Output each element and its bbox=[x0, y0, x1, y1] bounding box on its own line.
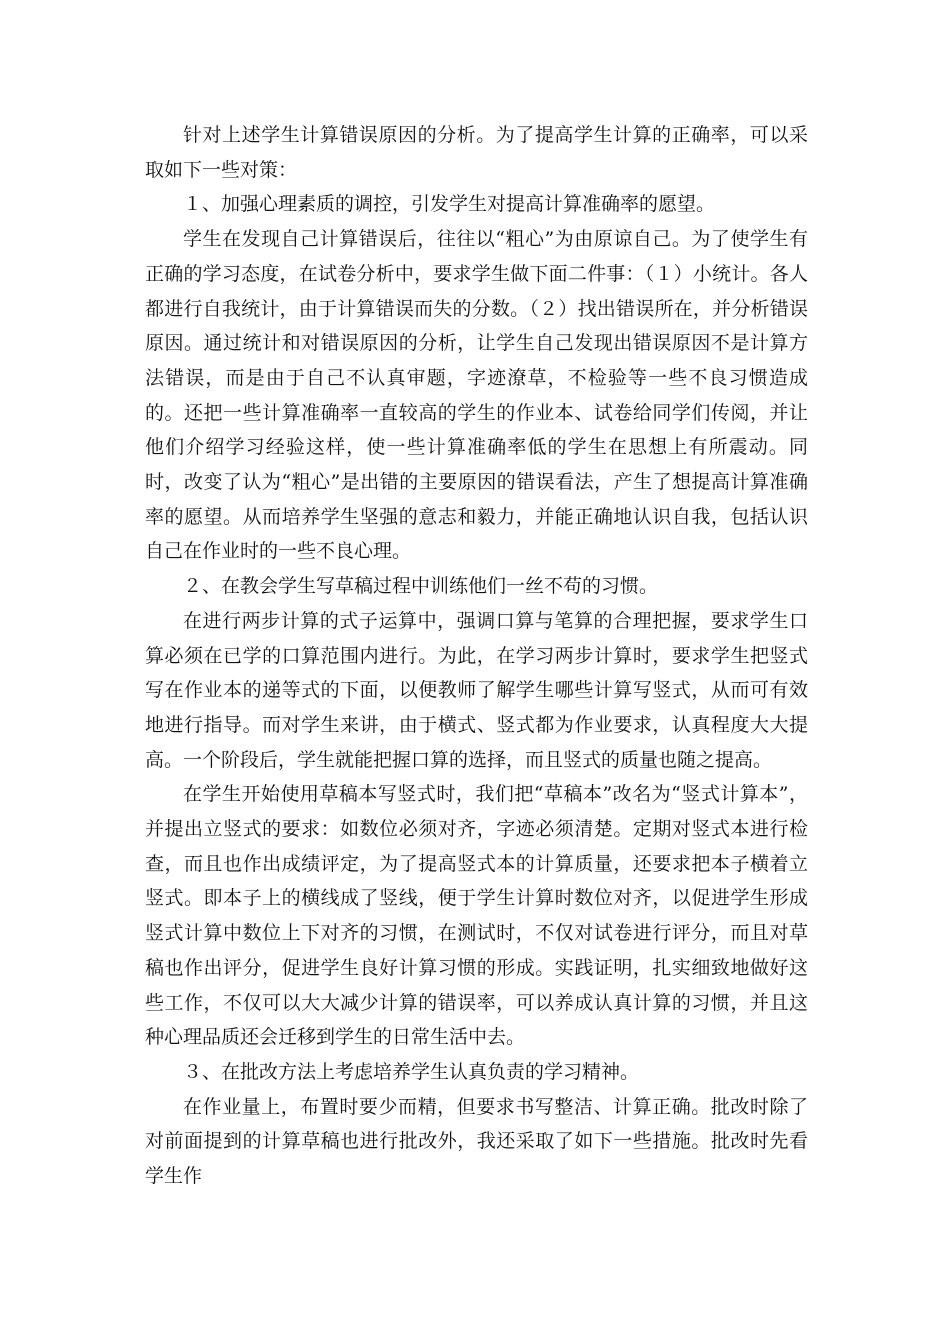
paragraph-2a: 在进行两步计算的式子运算中，强调口算与笔算的合理把握，要求学生口算必须在已学的口算范围内进行。为此，在学习两步计算时，要求学生把竖式写在作业本的递等式的下面，以便教师了解学生哪些计算写竖式，从而可有效地进行指导。而对学生来讲，由于横式、竖式都为作业要求，认真程度大大提高。一个阶段后，学生就能把握口算的选择，而且竖式的质量也随之提高。 bbox=[145, 609, 808, 771]
heading-2: ２、在教会学生写草稿过程中训练他们一丝不苟的习惯。 bbox=[183, 575, 659, 598]
heading-3: ３、在批改方法上考虑培养学生认真负责的学习精神。 bbox=[183, 1060, 640, 1083]
intro-paragraph: 针对上述学生计算错误原因的分析。为了提高学生计算的正确率，可以采取如下一些对策： bbox=[145, 124, 808, 181]
heading-1: １、加强心理素质的调控，引发学生对提高计算准确率的愿望。 bbox=[183, 193, 716, 216]
paragraph-3: 在作业量上，布置时要少而精，但要求书写整洁、计算正确。批改时除了对前面提到的计算草稿也进行批改外，我还采取了如下一些措施。批改时先看学生作 bbox=[145, 1095, 808, 1188]
paragraph-2b: 在学生开始使用草稿本写竖式时，我们把“草稿本”改名为“竖式计算本”，并提出立竖式的要求：如数位必须对齐，字迹必须清楚。定期对竖式本进行检查，而且也作出成绩评定，为了提高竖式本的计算质量，还要求把本子横着立竖式。即本子上的横线成了竖线，便于学生计算时数位对齐，以促进学生形成竖式计算中数位上下对齐的习惯，在测试时，不仅对试卷进行评分，而且对草稿也作出评分，促进学生良好计算习惯的形成。实践证明，扎实细致地做好这些工作，不仅可以大大减少计算的错误率，可以养成认真计算的习惯，并且这种心理品质还会迁移到学生的日常生活中去。 bbox=[145, 783, 808, 1049]
document-body bbox=[145, 118, 808, 1194]
paragraph-1: 学生在发现自己计算错误后，往往以“粗心”为由原谅自己。为了使学生有正确的学习态度，在试卷分析中，要求学生做下面二件事：（１）小统计。各人都进行自我统计，由于计算错误而失的分数。（２）找出错误所在，并分析错误原因。通过统计和对错误原因的分析，让学生自己发现出错误原因不是计算方法错误，而是由于自己不认真审题，字迹潦草，不检验等一些不良习惯造成的。还把一些计算准确率一直较高的学生的作业本、试卷给同学们传阅，并让他们介绍学习经验这样，使一些计算准确率低的学生在思想上有所震动。同时，改变了认为“粗心”是出错的主要原因的错误看法，产生了想提高计算准确率的愿望。从而培养学生坚强的意志和毅力，并能正确地认识自我，包括认识自己在作业时的一些不良心理。 bbox=[145, 228, 808, 563]
